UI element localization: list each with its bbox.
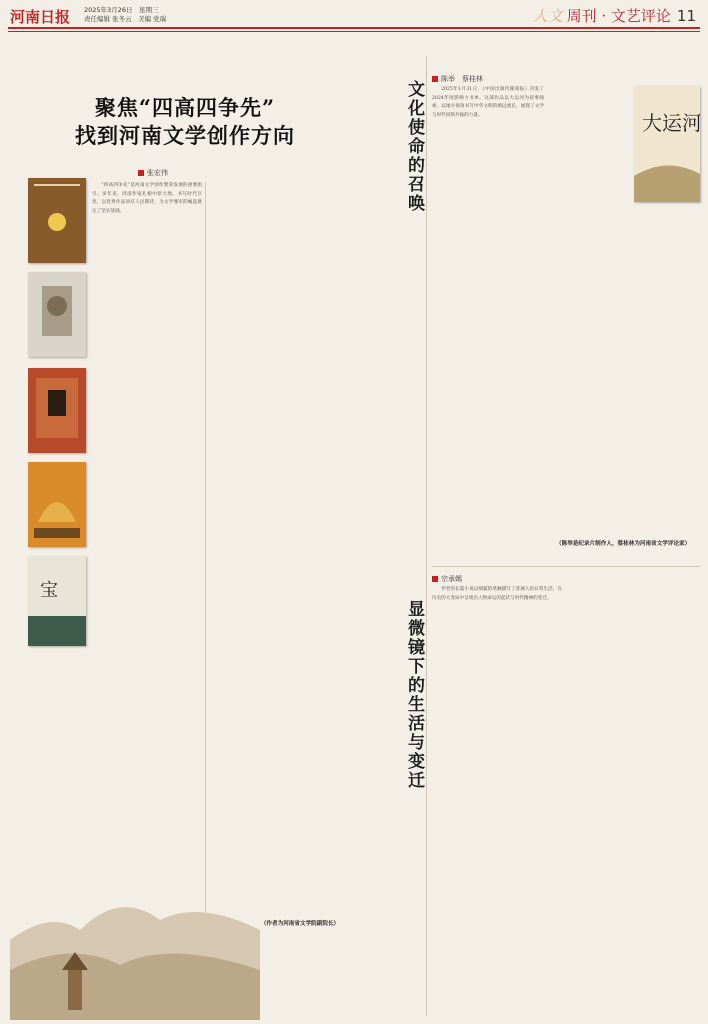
- article3-byline: 宗承嫣: [432, 574, 462, 584]
- book-cover-da-yun-he: [634, 86, 700, 202]
- article3-lead: 伊老的长篇小说以细腻的笔触描写了普通人的日常生活，在历史的大变局中呈现出人物命运的起伏与时代精神的变迁。: [432, 587, 562, 601]
- masthead-rule: [8, 27, 700, 29]
- byline-marker-icon: [432, 76, 438, 82]
- article1-headline-1: 聚焦“四高四争先”: [94, 95, 276, 120]
- article2-byline: 陈举 蔡桂林: [432, 74, 483, 84]
- article2-column-3: [548, 208, 700, 538]
- section-title: 周刊 · 文艺评论: [566, 7, 671, 25]
- book-cover-2-art: [28, 272, 86, 357]
- masthead-rule-thin: [8, 31, 700, 32]
- book-cover-1-art: [28, 178, 86, 263]
- masthead-date: 2025年3月26日 星期三: [84, 6, 159, 14]
- book-title-text: 大运河: [642, 111, 700, 135]
- book-cover-da-yun-he-art: [634, 86, 700, 202]
- article3-column-2: [568, 586, 700, 1016]
- book-cover-4-art: [28, 462, 86, 547]
- article1-byline: 张宏伟: [138, 168, 168, 178]
- article1-footnote: （作者为河南省文学院副院长）: [260, 921, 340, 927]
- article2-column-1: [432, 86, 544, 566]
- book-cover-1: [28, 178, 86, 263]
- book-cover-5-art: [28, 556, 86, 646]
- section-divider: [426, 56, 427, 1016]
- masthead-meta: [84, 6, 166, 24]
- landscape-illustration: [10, 820, 260, 1020]
- byline-marker-icon: [138, 170, 144, 176]
- article1-headline-2: 找到河南文学创作方向: [75, 123, 295, 148]
- newspaper-logo: 河南日报: [10, 8, 71, 26]
- book-cover-3: [28, 368, 86, 453]
- book-cover-4: [28, 462, 86, 547]
- article1-column-2: [210, 182, 320, 912]
- section-ornament: 人文: [532, 7, 563, 25]
- article3-vertical-title: 显微镜下的生活与变迁: [404, 600, 424, 790]
- article2-lead: 2025年1月31日，《中国出版传媒商报》刊发了2024年度影响力书单。这部作品以大运河为叙事线索，以地方视角书写中华文明的源远流长，展现了文学与时代同频共振的力量。: [432, 87, 544, 118]
- column-divider: [205, 182, 206, 912]
- article3-column-1: [432, 586, 562, 1016]
- article2-footnote: （陈举是纪录片制作人，蔡桂林为河南省文学评论家）: [556, 541, 691, 547]
- masthead-editors: 责任编辑 张冬云 美编 党瑞: [84, 15, 167, 23]
- article2-column-2: [548, 86, 630, 202]
- svg-text:宝: 宝: [40, 580, 58, 601]
- article1-column-1: [92, 182, 202, 912]
- book-cover-5: [28, 556, 86, 646]
- book-cover-3-art: [28, 368, 86, 453]
- book-cover-2: [28, 272, 86, 357]
- article1-lead: “四高四争先”是河南文学创作繁荣发展的重要指引。多年来，河南作家扎根中原大地，书写时代巨变，以优秀作品回应人民期待，为文学豫军的崛起奠定了坚实基础。: [92, 183, 202, 214]
- section-header: [533, 5, 696, 26]
- article2-vertical-title: 文化使命的召唤: [404, 80, 424, 213]
- article-divider: [432, 566, 700, 567]
- page-number: 11: [676, 7, 696, 25]
- byline-marker-icon: [432, 576, 438, 582]
